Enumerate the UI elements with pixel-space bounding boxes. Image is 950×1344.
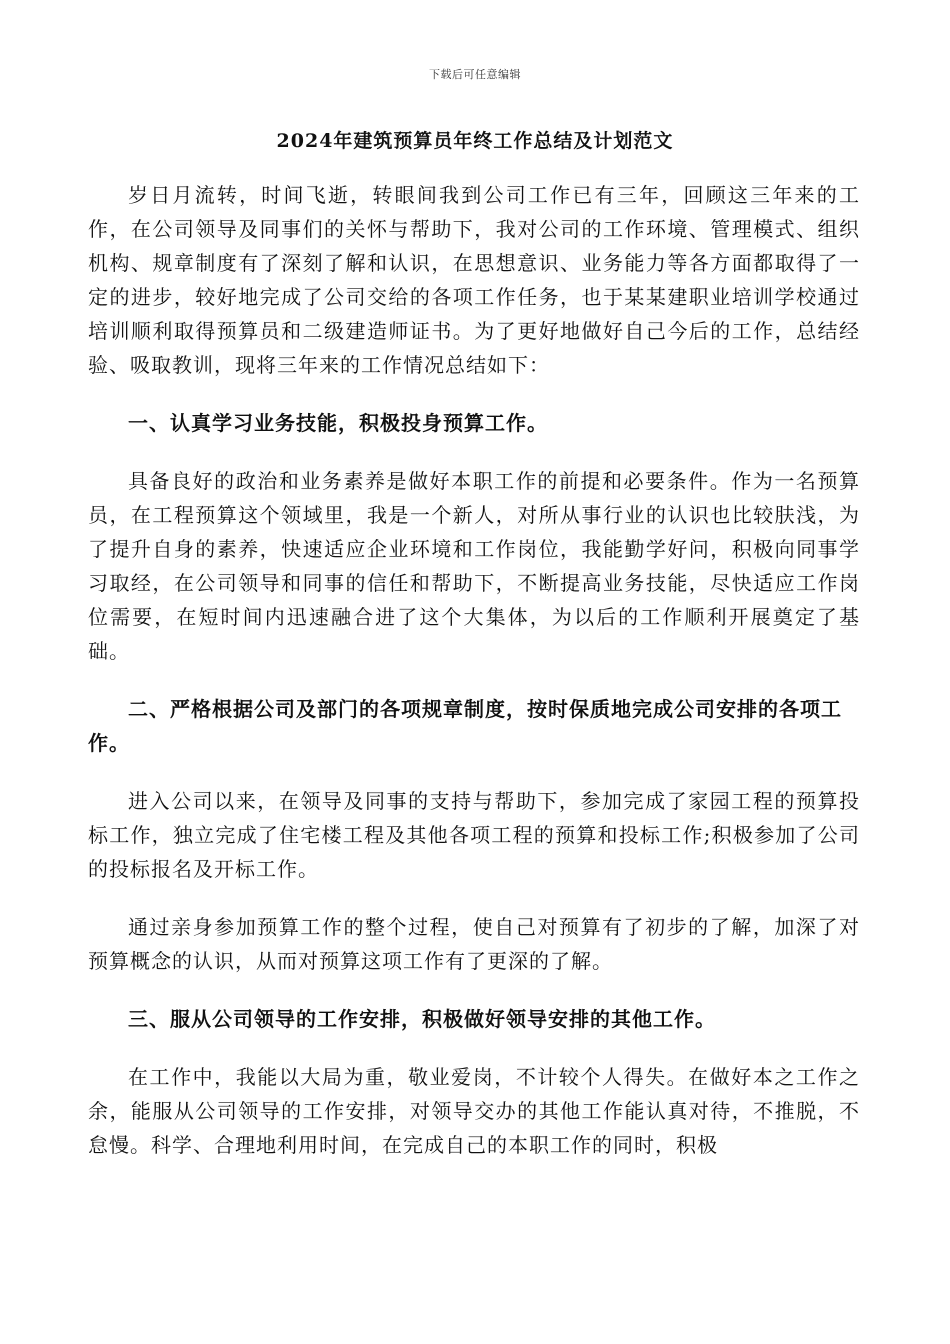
document-body [88, 178, 860, 1162]
intro-paragraph: 岁日月流转，时间飞逝，转眼间我到公司工作已有三年，回顾这三年来的工作，在公司领导及同事们的关怀与帮助下，我对公司的工作环境、管理模式、组织机构、规章制度有了深刻了解和认识，在思想意识、业务能力等各方面都取得了一定的进步，较好地完成了公司交给的各项工作任务，也于某某建职业培训学校通过培训顺利取得预算员和二级建造师证书。为了更好地做好自己今后的工作，总结经验、吸取教训，现将三年来的工作情况总结如下： [88, 183, 860, 377]
section-1-paragraph: 具备良好的政治和业务素养是做好本职工作的前提和必要条件。作为一名预算员，在工程预算这个领域里，我是一个新人，对所从事行业的认识也比较肤浅，为了提升自身的素养，快速适应企业环境和工作岗位，我能勤学好问，积极向同事学习取经，在公司领导和同事的信任和帮助下，不断提高业务技能，尽快适应工作岗位需要，在短时间内迅速融合进了这个大集体，为以后的工作顺利开展奠定了基础。 [88, 469, 860, 663]
document-title: 2024年建筑预算员年终工作总结及计划范文 [276, 130, 674, 152]
section-2-paragraph-2: 通过亲身参加预算工作的整个过程，使自己对预算有了初步的了解，加深了对预算概念的认识，从而对预算这项工作有了更深的了解。 [88, 915, 860, 973]
section-1-heading: 一、认真学习业务技能，积极投身预算工作。 [128, 411, 548, 435]
section-3-paragraph: 在工作中，我能以大局为重，敬业爱岗，不计较个人得失。在做好本之工作之余，能服从公司领导的工作安排，对领导交办的其他工作能认真对待，不推脱，不怠慢。科学、合理地利用时间，在完成自己的本职工作的同时，积极 [88, 1065, 860, 1157]
section-3-heading: 三、服从公司领导的工作安排，积极做好领导安排的其他工作。 [128, 1007, 716, 1031]
section-2-heading: 二、严格根据公司及部门的各项规章制度，按时保质地完成公司安排的各项工作。 [88, 697, 842, 755]
section-2-paragraph-1: 进入公司以来，在领导及同事的支持与帮助下，参加完成了家园工程的预算投标工作，独立完成了住宅楼工程及其他各项工程的预算和投标工作;积极参加了公司的投标报名及开标工作。 [88, 789, 860, 881]
header-note: 下载后可任意编辑 [429, 68, 521, 81]
